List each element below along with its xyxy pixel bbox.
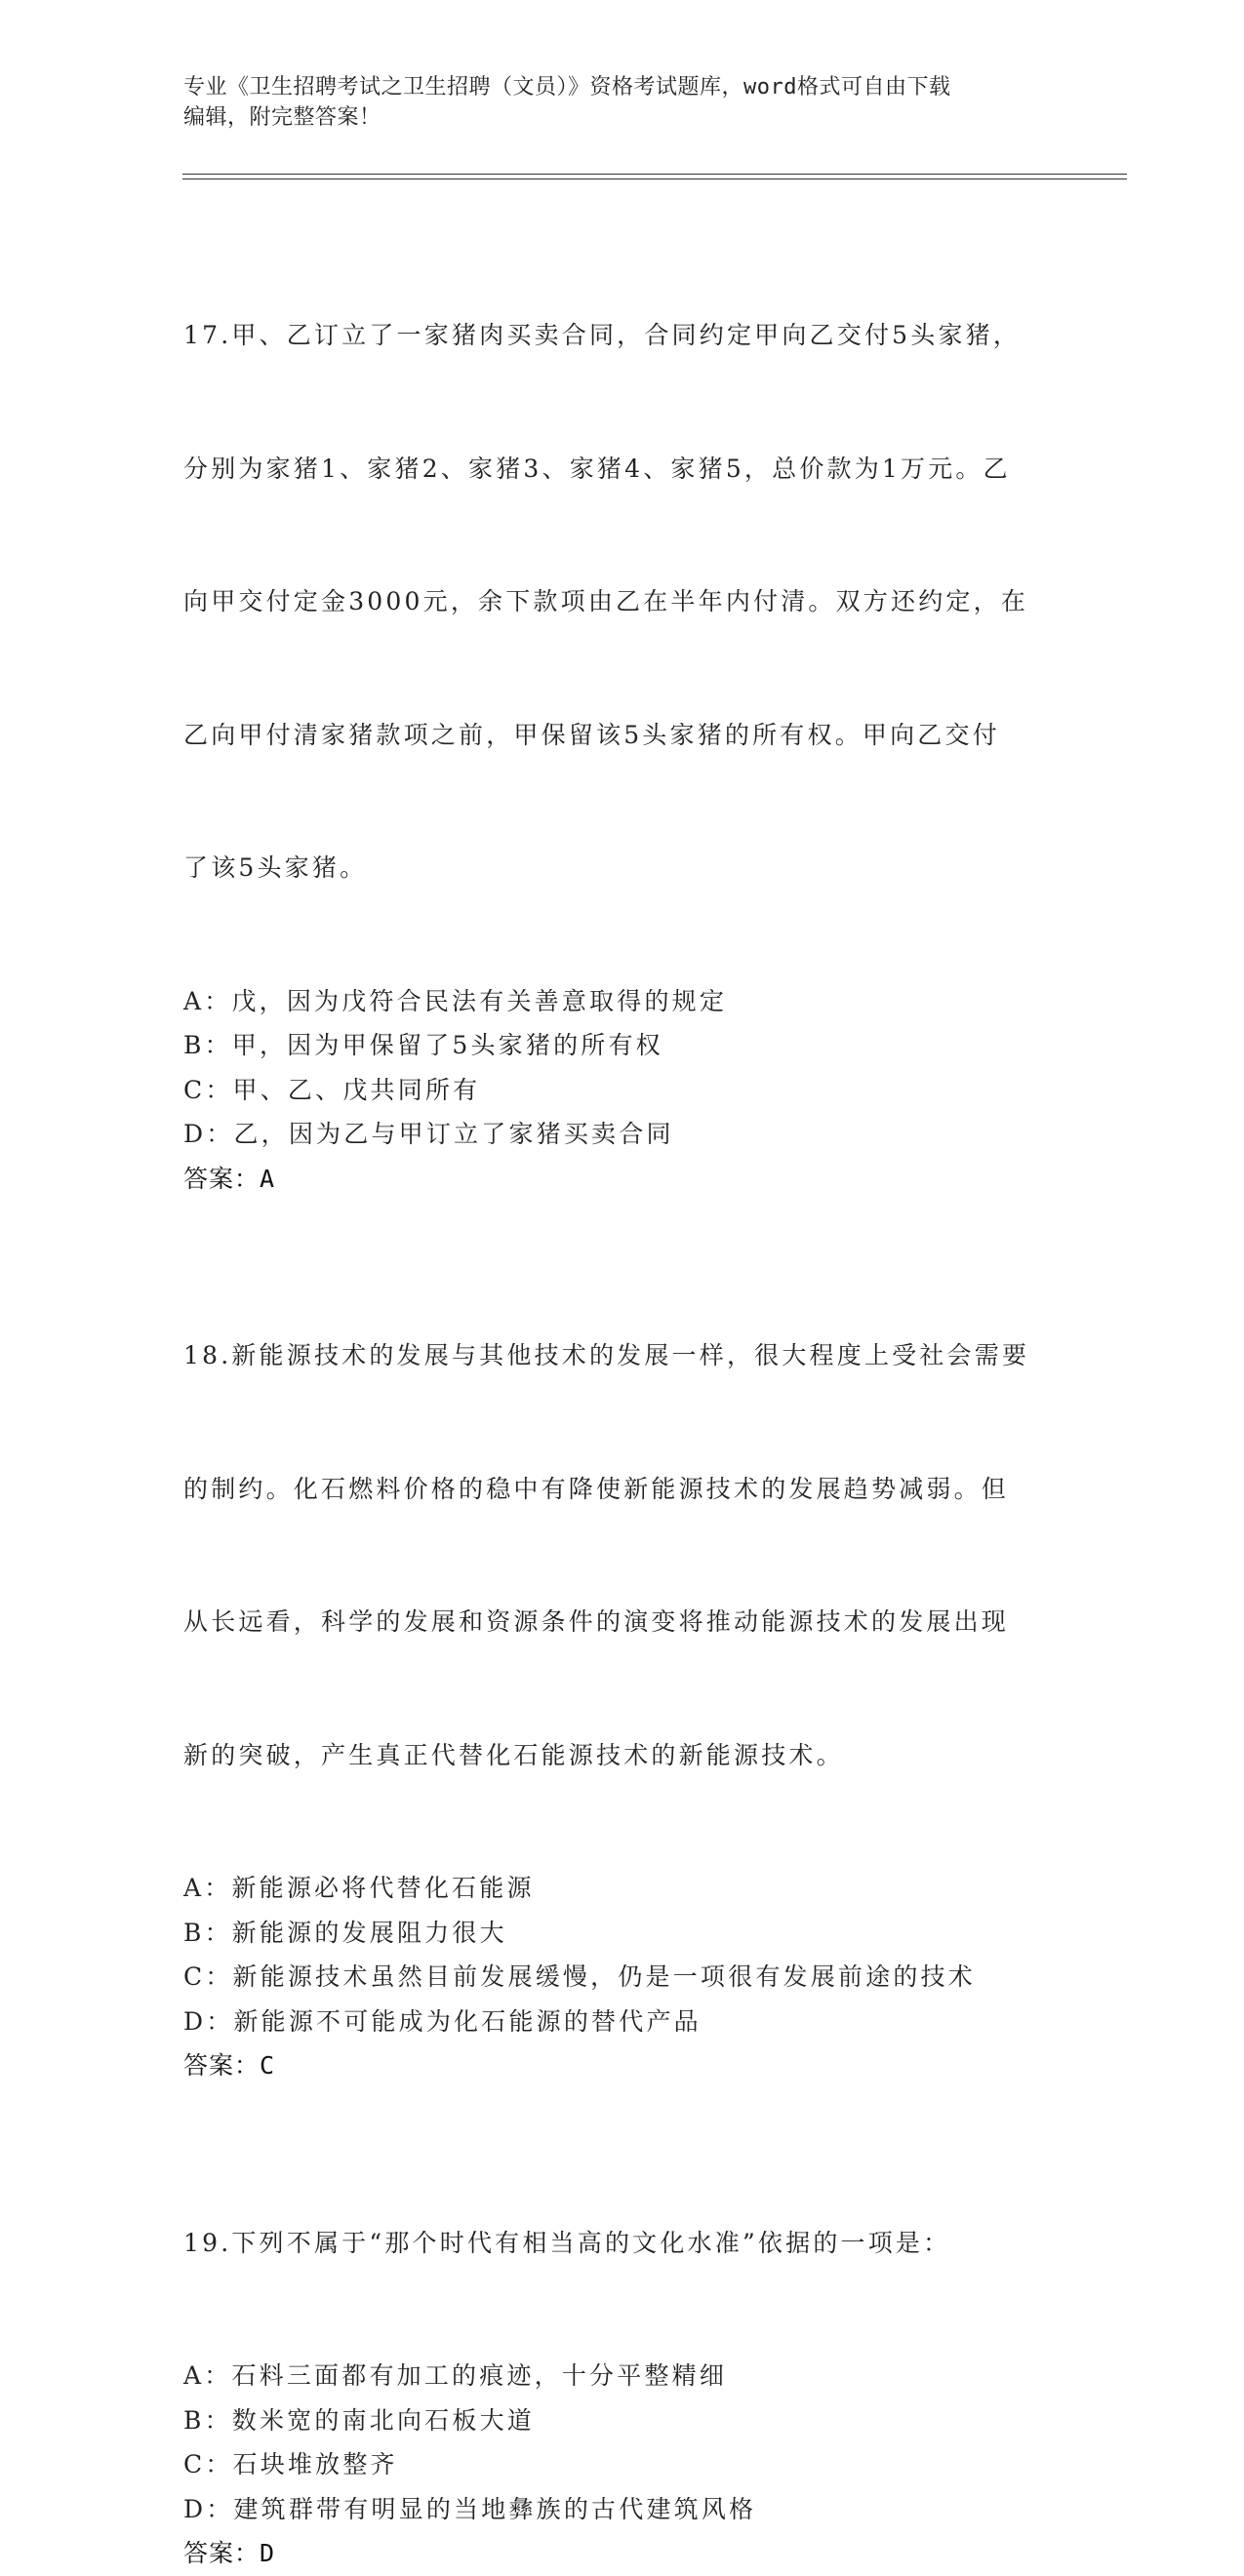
option-a: A：新能源必将代替化石能源 xyxy=(183,1874,535,1902)
stem-line: 18.新能源技术的发展与其他技术的发展一样，很大程度上受社会需要 xyxy=(183,1341,1030,1369)
question-spacer xyxy=(183,1201,1062,1245)
option-b: B：数米宽的南北向石板大道 xyxy=(183,2405,535,2435)
stem-line: 了该5头家猪。 xyxy=(183,853,368,882)
answer-value: D xyxy=(260,2539,276,2567)
answer-line xyxy=(183,2531,1062,2576)
stem-line: 新的突破，产生真正代替化石能源技术的新能源技术。 xyxy=(183,1740,844,1769)
header-divider-bottom xyxy=(182,178,1127,179)
stem-line: 从长远看，科学的发展和资源条件的演变将推动能源技术的发展出现 xyxy=(183,1607,1010,1636)
header-line-1: 专业《卫生招聘考试之卫生招聘（文员）》资格考试题库，word格式可自由下载 xyxy=(183,75,951,99)
answer-label: 答案： xyxy=(183,2539,261,2567)
question-stem xyxy=(183,224,1062,979)
option-d: D：乙，因为乙与甲订立了家猪买卖合同 xyxy=(183,1120,674,1148)
answer-value: C xyxy=(260,2051,276,2080)
answer-value: A xyxy=(260,1164,276,1193)
question-stem xyxy=(183,1245,1062,1866)
option-a: A：石料三面都有加工的痕迹，十分平整精细 xyxy=(183,2361,728,2390)
question-17 xyxy=(183,224,1062,1201)
option-c: C：甲、乙、戊共同所有 xyxy=(183,1075,481,1104)
answer-line xyxy=(183,1157,1062,1202)
stem-line: 乙向甲付清家猪款项之前，甲保留该5头家猪的所有权。甲向乙交付 xyxy=(183,720,1000,749)
option-d: D：建筑群带有明显的当地彝族的古代建筑风格 xyxy=(183,2494,757,2523)
answer-label: 答案： xyxy=(183,2051,261,2080)
header-divider-top xyxy=(182,174,1127,175)
stem-line: 分别为家猪1、家猪2、家猪3、家猪4、家猪5，总价款为1万元。乙 xyxy=(183,454,1011,483)
stem-line: 的制约。化石燃料价格的稳中有降使新能源技术的发展趋势减弱。但 xyxy=(183,1474,1010,1503)
question-stem xyxy=(183,2132,1062,2355)
answer-label: 答案： xyxy=(183,1164,261,1193)
question-spacer xyxy=(183,2088,1062,2132)
option-b: B：甲，因为甲保留了5头家猪的所有权 xyxy=(183,1031,663,1059)
option-a: A：戊，因为戊符合民法有关善意取得的规定 xyxy=(183,986,728,1015)
stem-line: 19.下列不属于“那个时代有相当高的文化水准”依据的一项是： xyxy=(183,2228,951,2257)
stem-line: 17.甲、乙订立了一家猪肉买卖合同，合同约定甲向乙交付5头家猪， xyxy=(183,321,1022,349)
header-line-2: 编辑，附完整答案！ xyxy=(183,105,381,130)
document-header xyxy=(183,72,1062,133)
option-d: D：新能源不可能成为化石能源的替代产品 xyxy=(183,2006,702,2036)
answer-line xyxy=(183,2043,1062,2088)
option-c: C：新能源技术虽然目前发展缓慢，仍是一项很有发展前途的技术 xyxy=(183,1962,976,1991)
stem-line: 向甲交付定金3000元，余下款项由乙在半年内付清。双方还约定，在 xyxy=(183,587,1029,615)
question-18 xyxy=(183,1245,1062,2088)
option-b: B：新能源的发展阻力很大 xyxy=(183,1918,507,1947)
question-list xyxy=(183,224,1062,2576)
question-19 xyxy=(183,2132,1062,2576)
option-c: C：石块堆放整齐 xyxy=(183,2450,398,2478)
